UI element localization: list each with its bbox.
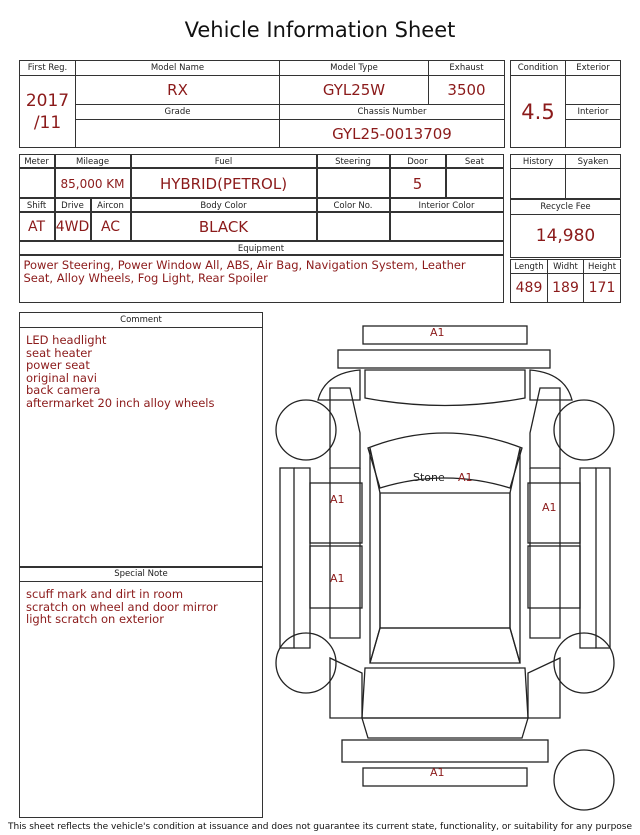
comment-box bbox=[19, 312, 263, 568]
body-color-label: Body Color bbox=[131, 198, 317, 212]
left-pillar bbox=[370, 448, 380, 663]
comment-line: back camera bbox=[26, 383, 101, 397]
door-value: 5 bbox=[390, 168, 446, 198]
chassis-label: Chassis Number bbox=[280, 105, 505, 120]
shift-value: AT bbox=[19, 212, 55, 241]
hood-grade-mark: A1 bbox=[458, 471, 473, 484]
special-note-label: Special Note bbox=[20, 567, 262, 582]
height-value: 171 bbox=[584, 274, 621, 303]
left-sill bbox=[294, 468, 310, 648]
special-note-box bbox=[19, 566, 263, 818]
rear-window bbox=[370, 628, 520, 663]
right-rear-door bbox=[528, 546, 580, 608]
comment-line: aftermarket 20 inch alloy wheels bbox=[26, 395, 215, 410]
door-label: Door bbox=[390, 154, 446, 168]
history-label: History bbox=[511, 155, 566, 169]
rear-lower-panel bbox=[363, 768, 527, 786]
right-pillar bbox=[510, 448, 520, 663]
syaken-label: Syaken bbox=[566, 155, 621, 169]
right-headlight bbox=[530, 370, 572, 400]
car-damage-diagram bbox=[270, 318, 620, 818]
left-headlight bbox=[318, 370, 360, 400]
front-grille-panel bbox=[338, 350, 550, 368]
condition-value: 4.5 bbox=[511, 76, 566, 148]
rear-panel bbox=[362, 718, 528, 738]
left-rear-door-mark: A1 bbox=[330, 572, 345, 585]
history-value bbox=[511, 169, 566, 199]
comment-line: LED headlight bbox=[26, 333, 107, 347]
mileage-value: 85,000 KM bbox=[55, 168, 131, 198]
chassis-value: GYL25-0013709 bbox=[280, 120, 505, 148]
grade-label: Grade bbox=[76, 105, 280, 120]
exhaust-label: Exhaust bbox=[429, 61, 505, 76]
shift-label: Shift bbox=[19, 198, 55, 212]
right-side-strip bbox=[596, 468, 610, 648]
equipment-value: Power Steering, Power Window All, ABS, Air Bag, Navigation System, Leather Seat, Alloy Wheels, Fog Light, Rear Spoiler bbox=[19, 255, 504, 303]
note-line: scratch on wheel and door mirror bbox=[26, 599, 218, 614]
note-line: light scratch on exterior bbox=[26, 612, 164, 626]
body-color-value: BLACK bbox=[131, 212, 317, 241]
interior-value bbox=[566, 120, 621, 148]
color-no-label: Color No. bbox=[317, 198, 390, 212]
windshield bbox=[368, 433, 522, 488]
special-note-list bbox=[20, 582, 262, 632]
left-front-door-mark: A1 bbox=[330, 493, 345, 506]
hood-front-panel bbox=[365, 370, 525, 406]
interior-label: Interior bbox=[566, 105, 621, 120]
rear-bumper-mark: A1 bbox=[430, 766, 445, 779]
left-rear-quarter bbox=[330, 658, 362, 718]
exhaust-value: 3500 bbox=[429, 76, 505, 105]
comment-line: power seat bbox=[26, 358, 90, 372]
grade-value bbox=[76, 120, 280, 148]
exterior-value bbox=[566, 76, 621, 105]
rear-hatch bbox=[362, 668, 528, 718]
first-reg-value bbox=[20, 76, 76, 148]
right-rear-quarter bbox=[528, 658, 560, 718]
history-table bbox=[510, 154, 621, 199]
height-label: Height bbox=[584, 260, 621, 274]
seat-label: Seat bbox=[446, 154, 504, 168]
length-value: 489 bbox=[511, 274, 548, 303]
steering-label: Steering bbox=[317, 154, 390, 168]
color-no-value bbox=[317, 212, 390, 241]
sheet-title: Vehicle Information Sheet bbox=[184, 18, 456, 42]
syaken-value bbox=[566, 169, 621, 199]
steering-value bbox=[317, 168, 390, 198]
fuel-label: Fuel bbox=[131, 154, 317, 168]
first-reg-year: 2017 bbox=[25, 90, 70, 111]
condition-table bbox=[510, 60, 621, 148]
mileage-label: Mileage bbox=[55, 154, 131, 168]
rear-left-wheel bbox=[276, 633, 336, 693]
spare-tire bbox=[554, 750, 614, 810]
interior-color-value bbox=[390, 212, 504, 241]
width-label: Widht bbox=[548, 260, 584, 274]
front-left-wheel bbox=[276, 400, 336, 460]
rear-bumper-panel bbox=[342, 740, 548, 762]
model-type-value: GYL25W bbox=[280, 76, 429, 105]
model-name-label: Model Name bbox=[76, 61, 280, 76]
comment-label: Comment bbox=[20, 313, 262, 328]
fuel-value: HYBRID(PETROL) bbox=[131, 168, 317, 198]
aircon-label: Aircon bbox=[91, 198, 131, 212]
meter-value bbox=[19, 168, 55, 198]
model-name-value: RX bbox=[76, 76, 280, 105]
registration-table bbox=[19, 60, 505, 148]
specs-block bbox=[19, 154, 504, 303]
equipment-label: Equipment bbox=[19, 241, 504, 255]
width-value: 189 bbox=[548, 274, 584, 303]
right-front-door-mark: A1 bbox=[542, 501, 557, 514]
comment-line: seat heater bbox=[26, 345, 93, 360]
comment-list bbox=[20, 328, 262, 415]
interior-color-label: Interior Color bbox=[390, 198, 504, 212]
disclaimer-footer: This sheet reflects the vehicle's condition at issuance and does not guarantee its current state, functionality, or suitability for any purpose bbox=[7, 822, 633, 832]
length-label: Length bbox=[511, 260, 548, 274]
recycle-table bbox=[510, 199, 621, 258]
first-reg-label: First Reg. bbox=[20, 61, 76, 76]
right-sill bbox=[580, 468, 596, 648]
front-bumper-panel bbox=[363, 326, 527, 344]
right-body-side bbox=[530, 468, 560, 638]
exterior-label: Exterior bbox=[566, 61, 621, 76]
aircon-value: AC bbox=[91, 212, 131, 241]
rear-right-wheel bbox=[554, 633, 614, 693]
comment-line: original navi bbox=[26, 370, 97, 385]
hood-damage-label: Stone bbox=[413, 471, 445, 484]
front-right-wheel bbox=[554, 400, 614, 460]
model-type-label: Model Type bbox=[280, 61, 429, 76]
meter-label: Meter bbox=[19, 154, 55, 168]
seat-value bbox=[446, 168, 504, 198]
first-reg-month: /11 bbox=[33, 112, 62, 133]
front-bumper-mark: A1 bbox=[430, 326, 445, 339]
drive-label: Drive bbox=[55, 198, 91, 212]
recycle-fee-label: Recycle Fee bbox=[511, 200, 621, 215]
note-line: scuff mark and dirt in room bbox=[26, 587, 184, 601]
dimensions-table bbox=[510, 259, 621, 303]
left-front-door bbox=[310, 483, 362, 543]
drive-value: 4WD bbox=[55, 212, 91, 241]
recycle-fee-value: 14,980 bbox=[511, 215, 621, 258]
left-side-strip bbox=[280, 468, 294, 648]
condition-label: Condition bbox=[511, 61, 566, 76]
roof bbox=[380, 493, 510, 628]
